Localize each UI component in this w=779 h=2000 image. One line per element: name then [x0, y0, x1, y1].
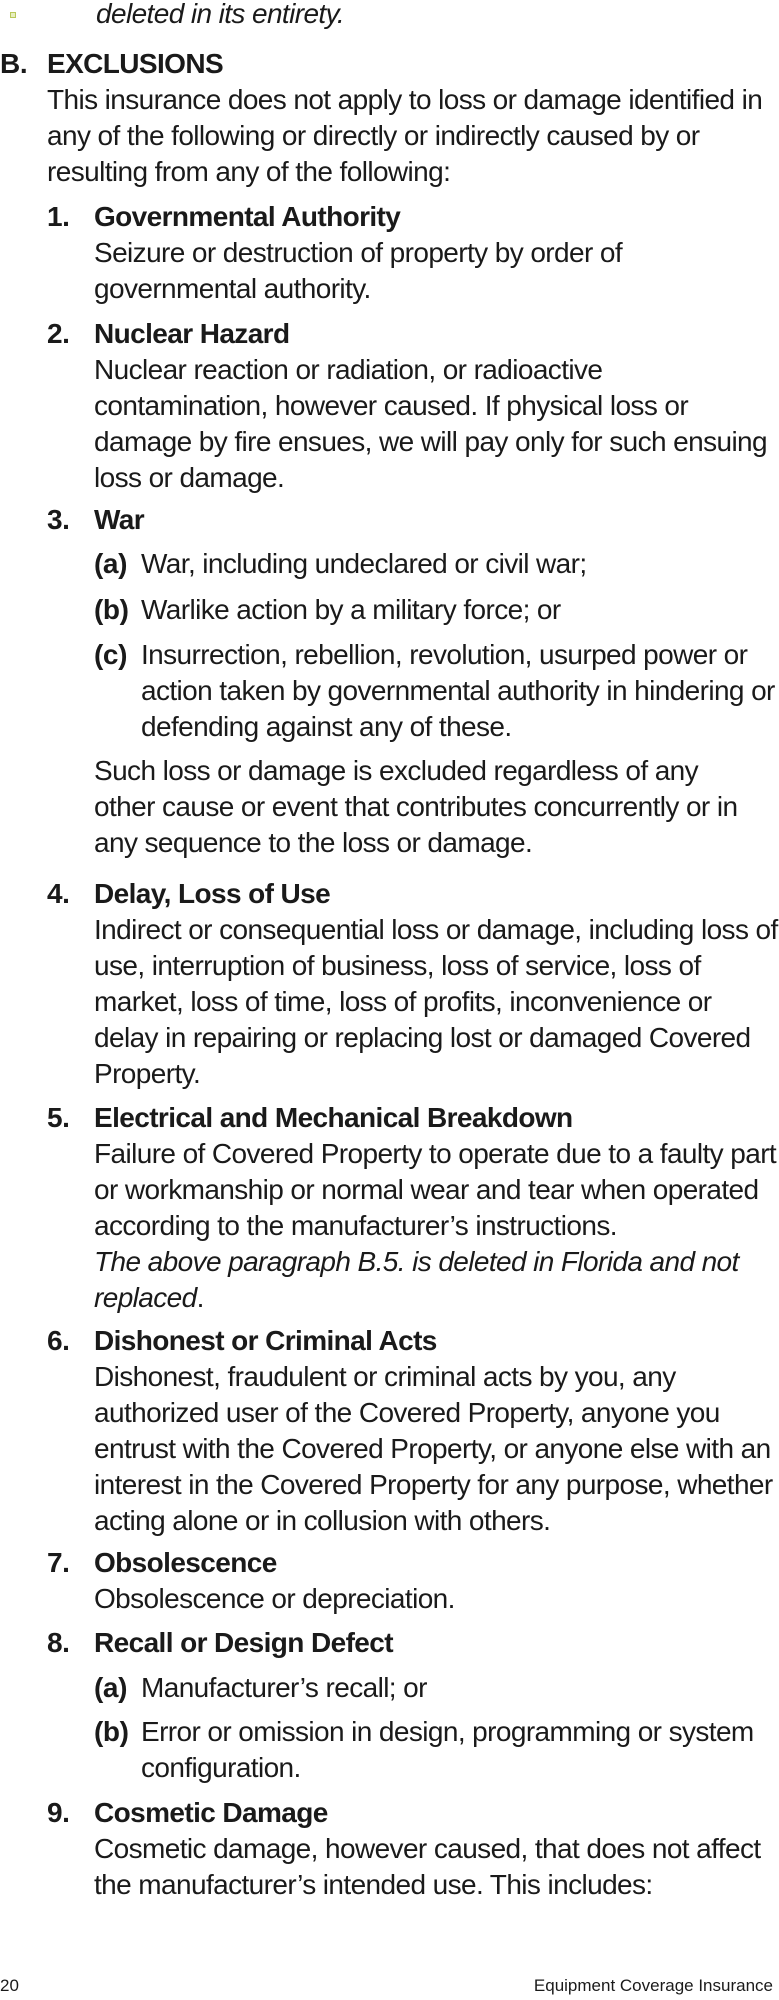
page-marker-icon	[10, 12, 16, 18]
item-text-line: Nuclear reaction or radiation, or radioactive	[94, 354, 603, 385]
item-number: 4.	[47, 878, 70, 909]
item-title: Nuclear Hazard	[94, 318, 290, 349]
item-text-line: other cause or event that contributes concurrently or in	[94, 791, 738, 822]
section-intro-line: resulting from any of the following:	[47, 156, 451, 187]
item-title: Recall or Design Defect	[94, 1627, 393, 1658]
item-text-line: use, interruption of business, loss of service, loss of	[94, 950, 701, 981]
item-text-line: according to the manufacturer’s instructions.	[94, 1210, 617, 1241]
sub-item-label: (a)	[94, 1672, 128, 1703]
item-text-line: contamination, however caused. If physical loss or	[94, 390, 689, 421]
item-text-line: loss or damage.	[94, 462, 285, 493]
item-number: 5.	[47, 1102, 70, 1133]
sub-item-text-line: defending against any of these.	[141, 711, 512, 742]
item-note-text: replaced	[94, 1282, 197, 1313]
item-title: Delay, Loss of Use	[94, 878, 331, 909]
item-text-line: Indirect or consequential loss or damage, including loss of	[94, 914, 778, 945]
section-letter: B.	[0, 48, 28, 79]
item-text-line: authorized user of the Covered Property, anyone you	[94, 1397, 720, 1428]
item-text-line: Obsolescence or depreciation.	[94, 1583, 455, 1614]
item-text-line: the manufacturer’s intended use. This includes:	[94, 1869, 653, 1900]
item-text-line: damage by fire ensues, we will pay only for such ensuing	[94, 426, 768, 457]
item-text-line: Cosmetic damage, however caused, that does not affect	[94, 1833, 761, 1864]
sub-item-label: (b)	[94, 1716, 129, 1747]
sub-item-label: (a)	[94, 548, 128, 579]
item-text-line: entrust with the Covered Property, or anyone else with an	[94, 1433, 771, 1464]
item-number: 6.	[47, 1325, 70, 1356]
item-text-line: or workmanship or normal wear and tear when operated	[94, 1174, 759, 1205]
item-text-line: market, loss of time, loss of profits, inconvenience or	[94, 986, 712, 1017]
item-number: 3.	[47, 504, 70, 535]
item-number: 9.	[47, 1797, 70, 1828]
item-note-line	[94, 1280, 204, 1316]
sub-item-text-line: Error or omission in design, programming or system	[141, 1716, 754, 1747]
sub-item-text-line: War, including undeclared or civil war;	[141, 548, 587, 579]
item-number: 1.	[47, 201, 70, 232]
sub-item-label: (b)	[94, 594, 129, 625]
item-text-line: Failure of Covered Property to operate due to a faulty part	[94, 1138, 777, 1169]
top-fragment: deleted in its entirety.	[96, 0, 345, 29]
item-title: Governmental Authority	[94, 201, 401, 232]
item-text-line: acting alone or in collusion with others.	[94, 1505, 551, 1536]
section-intro-line: This insurance does not apply to loss or damage identified in	[47, 84, 763, 115]
item-text-line: Dishonest, fraudulent or criminal acts by you, any	[94, 1361, 676, 1392]
sub-item-text-line: configuration.	[141, 1752, 301, 1783]
item-title: Electrical and Mechanical Breakdown	[94, 1102, 573, 1133]
sub-item-label: (c)	[94, 639, 128, 670]
sub-item-text-line: action taken by governmental authority in hindering or	[141, 675, 775, 706]
section-intro-line: any of the following or directly or indirectly caused by or	[47, 120, 700, 151]
item-text-line: Seizure or destruction of property by order of	[94, 237, 623, 268]
item-title: Dishonest or Criminal Acts	[94, 1325, 437, 1356]
item-title: Cosmetic Damage	[94, 1797, 328, 1828]
item-text-line: interest in the Covered Property for any purpose, whether	[94, 1469, 773, 1500]
footer-doc-title: Equipment Coverage Insurance	[533, 1976, 773, 1995]
sub-item-text-line: Manufacturer’s recall; or	[141, 1672, 427, 1703]
item-text-line: Such loss or damage is excluded regardless of any	[94, 755, 699, 786]
section-title: EXCLUSIONS	[47, 48, 224, 79]
item-number: 8.	[47, 1627, 70, 1658]
item-text-line: governmental authority.	[94, 273, 371, 304]
item-text-line: any sequence to the loss or damage.	[94, 827, 533, 858]
item-note-line: The above paragraph B.5. is deleted in Florida and not	[94, 1246, 739, 1277]
sub-item-text-line: Warlike action by a military force; or	[141, 594, 561, 625]
item-number: 7.	[47, 1547, 70, 1578]
item-text-line: Property.	[94, 1058, 201, 1089]
item-text-line: delay in repairing or replacing lost or damaged Covered	[94, 1022, 751, 1053]
item-title: Obsolescence	[94, 1547, 277, 1578]
page-number: 20	[0, 1976, 19, 1995]
item-note-period: .	[196, 1282, 204, 1313]
item-number: 2.	[47, 318, 70, 349]
item-title: War	[94, 504, 145, 535]
sub-item-text-line: Insurrection, rebellion, revolution, usurped power or	[141, 639, 748, 670]
